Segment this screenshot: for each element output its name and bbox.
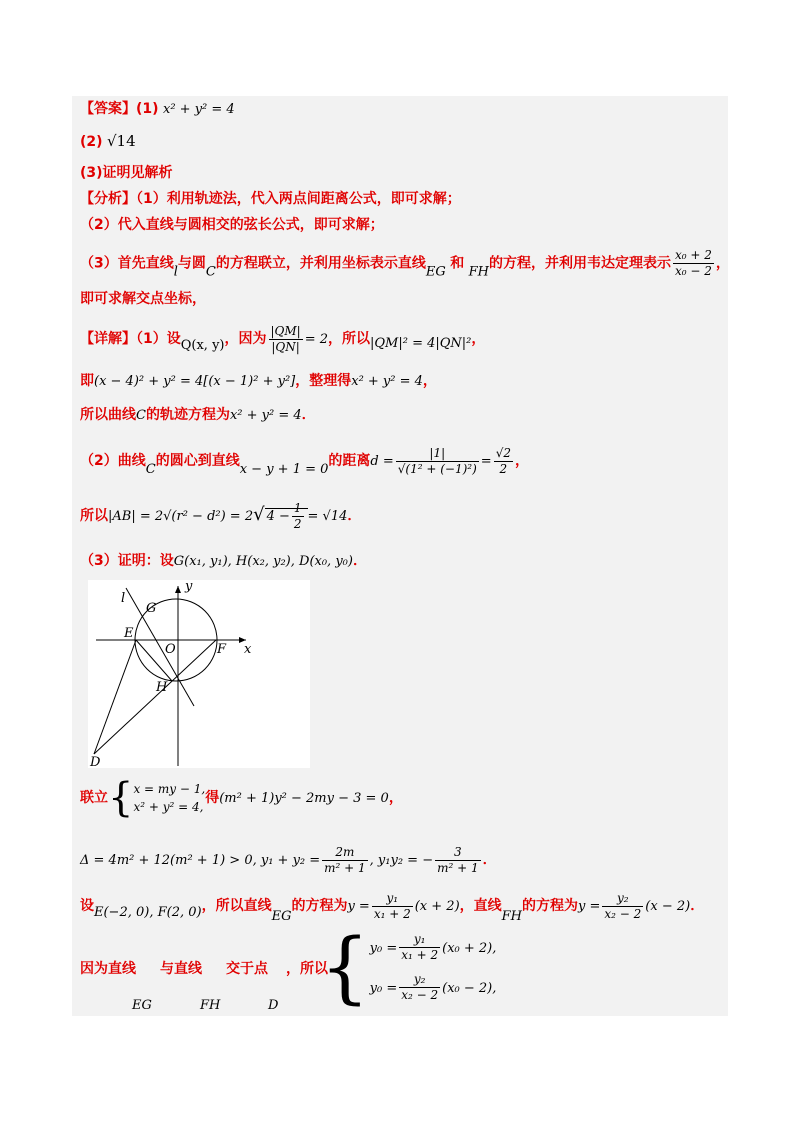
detail-s7-expr: (m² + 1)y² − 2my − 3 = 0 <box>219 791 389 806</box>
line-DF <box>94 640 216 754</box>
analysis-text-3b: 与圆 <box>177 255 206 272</box>
detail-s4-e: ， <box>514 453 529 469</box>
detail-s4-b: 的圆心到直线 <box>155 453 240 469</box>
analysis-text-4: 即可求解交点坐标， <box>80 291 206 307</box>
analysis-C: C <box>205 264 216 280</box>
detail-s10-eq2-n: y₂ <box>399 972 440 988</box>
detail-s5-a: 所以 <box>80 508 108 524</box>
detail-s3-b: 的轨迹方程为 <box>145 407 230 423</box>
detail-s7-b: 得 <box>205 790 220 806</box>
detail-s5-half <box>292 501 304 532</box>
detail-s9-frac2 <box>602 891 643 922</box>
detail-s5-b: ． <box>347 508 362 524</box>
detail-s1-den: |QN| <box>271 339 300 354</box>
detail-s8-c: ． <box>482 852 497 868</box>
detail-s8-n1: 2m <box>322 845 368 861</box>
detail-s3-c: x² + y² = 4 <box>229 408 302 423</box>
detail-s5-in: 4 − <box>266 509 290 524</box>
detail-s7-a: 联立 <box>80 790 108 806</box>
detail-s10-eq1-a: y₀ = <box>369 941 398 956</box>
analysis-label: 【分析】 <box>80 191 136 207</box>
detail-s3-C: C <box>136 408 146 423</box>
detail-s9-a: 设 <box>80 898 94 914</box>
detail-s4-d: d = <box>370 454 394 469</box>
detail-s10-eq2-a: y₀ = <box>369 981 398 996</box>
detail-s9-d: ，直线 <box>459 898 502 914</box>
detail-s10-eq1-n: y₁ <box>399 932 440 948</box>
solution-sheet <box>72 96 728 1016</box>
detail-s10-EG: EG <box>132 998 152 1013</box>
detail-s10-eq2-b: (x₀ − 2), <box>442 981 497 996</box>
detail-s4-rnum: √2 <box>495 445 511 460</box>
answer-part1-expr: x² + y² = 4 <box>163 102 235 117</box>
detail-s10-eq1 <box>370 928 497 968</box>
detail-s9-f: ． <box>690 898 705 914</box>
detail-s9-expr: E(−2, 0), F(2, 0) <box>94 905 202 920</box>
analysis-text-3a: （3）首先直线 <box>80 255 174 272</box>
detail-s10-eq1-d: x₁ + 2 <box>401 948 439 962</box>
answer-part1-num: (1) <box>136 101 159 117</box>
detail-s5-expr2: = √14 <box>307 509 348 524</box>
detail-s9-FH: FH <box>501 909 522 924</box>
detail-s4-line: x − y + 1 = 0 <box>239 462 329 477</box>
detail-s1-fraction <box>269 324 303 355</box>
detail-s8-frac1 <box>322 845 368 876</box>
analysis-frac-den: x₀ − 2 <box>675 264 712 278</box>
analysis-line-1 <box>80 190 461 208</box>
detail-s5-hd: 2 <box>293 517 302 531</box>
detail-s9-d2: x₂ − 2 <box>604 906 642 921</box>
detail-s10-eq2-frac <box>399 972 440 1003</box>
detail-s1-Q: Q(x, y) <box>180 338 225 353</box>
detail-s10-c: 交于点 <box>226 961 268 977</box>
detail-label: 【详解】 <box>80 331 136 347</box>
analysis-fraction <box>673 248 714 279</box>
detail-s4-c: 的距离 <box>328 453 371 469</box>
analysis-line-3 <box>80 248 730 288</box>
answer-part2-num: (2) <box>80 134 103 150</box>
detail-s3-a: 所以曲线 <box>80 407 136 423</box>
detail-s4-a: （2）曲线 <box>80 453 146 469</box>
label-x: x <box>244 642 252 657</box>
detail-s5-hn: 1 <box>293 501 302 515</box>
detail-step-7 <box>80 776 403 821</box>
detail-s2-d: ， <box>422 373 437 389</box>
detail-s4-C: C <box>145 462 156 477</box>
detail-s10-a: 因为直线 <box>80 961 136 977</box>
detail-s1-b: ，因为 <box>224 331 267 347</box>
detail-s6-a: （3）证明：设 <box>80 553 174 569</box>
line-ED <box>94 640 136 754</box>
detail-s8-frac2 <box>435 845 481 876</box>
detail-s9-frac1 <box>372 891 413 922</box>
detail-s9-c: 的方程为 <box>291 898 348 914</box>
detail-s9-t2: (x − 2) <box>645 899 691 914</box>
detail-step-4 <box>80 444 529 487</box>
analysis-text-3c: 的方程联立，并利用坐标表示直线 <box>215 255 426 272</box>
detail-s10-eq2 <box>370 968 497 1008</box>
answer-part2-expr: √14 <box>107 132 136 150</box>
detail-s1-d: |QM|² = 4|QN|² <box>370 336 472 351</box>
detail-s1-num: |QM| <box>270 323 301 338</box>
label-O: O <box>165 642 176 657</box>
detail-s7-system <box>133 780 205 816</box>
brace: { <box>108 775 134 821</box>
label-l: l <box>121 591 126 606</box>
answer-line-2 <box>80 132 136 151</box>
label-F: F <box>217 642 227 657</box>
label-D: D <box>90 755 101 768</box>
detail-s8-d1: m² + 1 <box>324 860 366 875</box>
analysis-text-3d: 的方程，并利用韦达定理表示 <box>489 255 672 272</box>
label-H: H <box>156 680 168 695</box>
detail-s9-d1: x₁ + 2 <box>373 906 411 921</box>
detail-s9-t1: (x + 2) <box>414 899 460 914</box>
detail-s8-b: , y₁y₂ = − <box>369 853 434 868</box>
detail-s10-eqs <box>370 928 497 1008</box>
label-E: E <box>124 626 134 641</box>
detail-s10-system <box>320 923 497 1013</box>
answer-line-1 <box>80 100 235 119</box>
detail-s10-d: ，所以 <box>286 961 328 977</box>
detail-s4-fden: √(1² + (−1)²) <box>397 461 477 476</box>
detail-step-6 <box>80 552 367 571</box>
label-G: G <box>146 601 157 616</box>
detail-s9-y1: y = <box>347 899 370 914</box>
detail-s10-eq1-b: (x₀ + 2), <box>442 941 497 956</box>
detail-s8-a: Δ = 4m² + 12(m² + 1) > 0, y₁ + y₂ = <box>80 853 321 868</box>
detail-s7-sys2: x² + y² = 4, <box>133 800 204 814</box>
detail-s4-eq: = <box>480 454 492 469</box>
detail-s2-b: ，整理得 <box>295 373 352 389</box>
detail-s2-expr: (x − 4)² + y² = 4[(x − 1)² + y²] <box>94 374 296 389</box>
detail-step-1 <box>80 322 485 363</box>
analysis-EG: EG <box>425 264 446 280</box>
detail-s6-b: ． <box>352 553 367 569</box>
analysis-frac-num: x₀ + 2 <box>675 248 712 262</box>
detail-s4-fnum: |1| <box>396 446 479 462</box>
detail-s9-e: 的方程为 <box>522 898 578 914</box>
detail-s9-EG: EG <box>271 909 292 924</box>
detail-s8-n2: 3 <box>435 845 481 861</box>
detail-s1-e: ， <box>471 331 486 347</box>
detail-s9-n2: y₂ <box>602 891 643 907</box>
answer-label: 【答案】 <box>80 101 136 117</box>
detail-step-2 <box>80 372 437 391</box>
detail-s5-radical <box>265 501 308 531</box>
detail-s1-eq: = 2 <box>304 332 329 347</box>
detail-s10-b: 与直线 <box>160 961 202 977</box>
detail-s2-c: x² + y² = 4 <box>351 374 423 389</box>
analysis-text-3e: ， <box>715 255 730 272</box>
label-y: y <box>185 580 193 594</box>
analysis-text-1: （1）利用轨迹法，代入两点间距离公式，即可求解； <box>136 191 461 207</box>
detail-s6-expr: G(x₁, y₁), H(x₂, y₂), D(x₀, y₀) <box>173 554 353 569</box>
geometry-figure <box>88 580 310 768</box>
detail-step-10-text <box>80 958 328 978</box>
detail-s10-eq2-d: x₂ − 2 <box>401 988 439 1002</box>
y-axis-arrow <box>175 586 181 593</box>
detail-s4-result <box>494 446 513 477</box>
detail-s9-y2: y = <box>578 899 601 914</box>
detail-s1-a: （1）设 <box>136 331 181 347</box>
detail-s7-sys1: x = my − 1, <box>133 782 206 796</box>
detail-s10-D: D <box>268 998 279 1013</box>
answer-part3: (3)证明见解析 <box>80 165 173 181</box>
analysis-and: 和 <box>450 255 465 272</box>
detail-s9-n1: y₁ <box>372 891 413 907</box>
detail-s7-c: ， <box>388 790 403 806</box>
detail-s5-expr1: |AB| = 2√(r² − d²) = 2 <box>108 509 254 524</box>
detail-step-3 <box>80 406 316 425</box>
analysis-text-2: （2）代入直线与圆相交的弦长公式，即可求解； <box>80 217 384 233</box>
analysis-l: l <box>173 264 178 280</box>
detail-s9-b: ，所以直线 <box>201 898 272 914</box>
brace-2: { <box>320 923 370 1013</box>
detail-step-8 <box>80 842 497 879</box>
detail-s2-a: 即 <box>80 373 94 389</box>
detail-s3-d: ． <box>301 407 316 423</box>
detail-s1-c: ，所以 <box>328 331 371 347</box>
detail-s10-FH: FH <box>200 998 221 1013</box>
detail-s10-eq1-frac <box>399 932 440 963</box>
detail-step-5: 所以|AB| = 2√(r² − d²) = 2√ 4 − $\frac{1}{2}$ = √14． <box>80 501 362 531</box>
analysis-FH: FH <box>468 264 490 280</box>
detail-s8-d2: m² + 1 <box>437 860 479 875</box>
detail-s4-rden: 2 <box>499 461 508 476</box>
detail-s4-fraction <box>396 446 479 477</box>
